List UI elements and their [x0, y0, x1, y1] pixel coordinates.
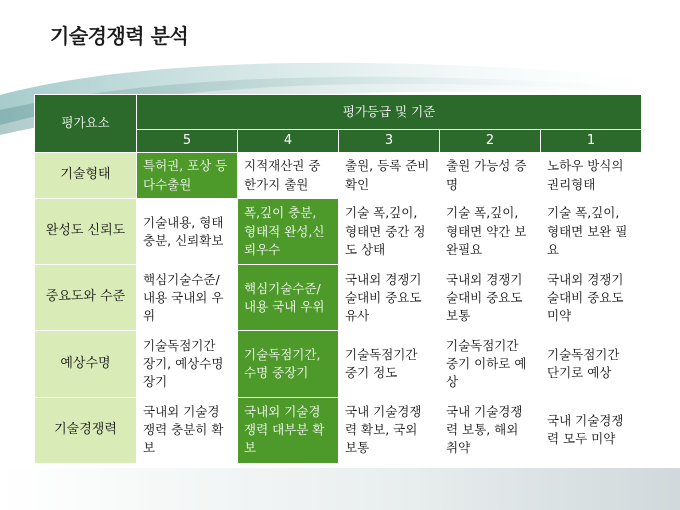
- table-cell: 특허권, 포상 등 다수출원: [137, 153, 238, 199]
- grade-1: 1: [541, 130, 642, 153]
- table-row: [35, 199, 642, 265]
- table-cell: 기술독점기간 중기 이하로 예상: [440, 331, 541, 397]
- row-label: 예상수명: [35, 331, 137, 397]
- page-title: 기술경쟁력 분석: [50, 24, 189, 48]
- table-cell: 기술내용, 형태 충분, 신뢰확보: [137, 199, 238, 265]
- grade-header: 평가등급 및 기준: [137, 95, 642, 130]
- grade-5: 5: [137, 130, 238, 153]
- row-label: 중요도와 수준: [35, 265, 137, 331]
- row-label: 기술경쟁력: [35, 397, 137, 463]
- table-cell: 국내외 기술경쟁력 충분히 확보: [137, 397, 238, 463]
- row-label: 완성도 신뢰도: [35, 199, 137, 265]
- table-cell: 폭,깊이 충분, 형태적 완성,신뢰우수: [238, 199, 339, 265]
- grade-4: 4: [238, 130, 339, 153]
- table-cell: 핵심기술수준/ 내용 국내외 우위: [137, 265, 238, 331]
- table-cell: 지적재산권 중 한가지 출원: [238, 153, 339, 199]
- grade-2: 2: [440, 130, 541, 153]
- table-cell: 기술독점기간 단기로 예상: [541, 331, 642, 397]
- table-cell: 기술 폭,깊이, 형태면 보완 필요: [541, 199, 642, 265]
- row-label: 기술형태: [35, 153, 137, 199]
- factor-header: 평가요소: [35, 95, 137, 153]
- table-cell: 기술 폭,깊이, 형태면 중간 정도 상태: [339, 199, 440, 265]
- table-header-row: [35, 95, 642, 130]
- table-cell: 노하우 방식의 권리형태: [541, 153, 642, 199]
- table-cell: 국내외 경쟁기술대비 중요도 유사: [339, 265, 440, 331]
- table-cell: 핵심기술수준/ 내용 국내 우위: [238, 265, 339, 331]
- table-cell: 국내 기술경쟁력 모두 미약: [541, 397, 642, 463]
- table-cell: 기술 폭,깊이, 형태면 약간 보완필요: [440, 199, 541, 265]
- table-row: [35, 331, 642, 397]
- table-cell: 국내외 기술경쟁력 대부분 확보: [238, 397, 339, 463]
- table-cell: 출원 가능성 증명: [440, 153, 541, 199]
- grade-3: 3: [339, 130, 440, 153]
- table-row: [35, 397, 642, 463]
- table-cell: 출원, 등록 준비 확인: [339, 153, 440, 199]
- table-cell: 국내외 경쟁기술대비 중요도 보통: [440, 265, 541, 331]
- table-cell: 기술독점기간 중기 정도: [339, 331, 440, 397]
- table-cell: 국내외 경쟁기술대비 중요도 미약: [541, 265, 642, 331]
- table-row: [35, 153, 642, 199]
- table-cell: 국내 기술경쟁력 확보, 국외 보통: [339, 397, 440, 463]
- table-row: [35, 265, 642, 331]
- evaluation-table: [34, 94, 642, 464]
- table-cell: 국내 기술경쟁력 보통, 해외 취약: [440, 397, 541, 463]
- bottom-decoration: [0, 468, 680, 510]
- table-cell: 기술독점기간 장기, 예상수명 장기: [137, 331, 238, 397]
- table-cell: 기술독점기간, 수명 중장기: [238, 331, 339, 397]
